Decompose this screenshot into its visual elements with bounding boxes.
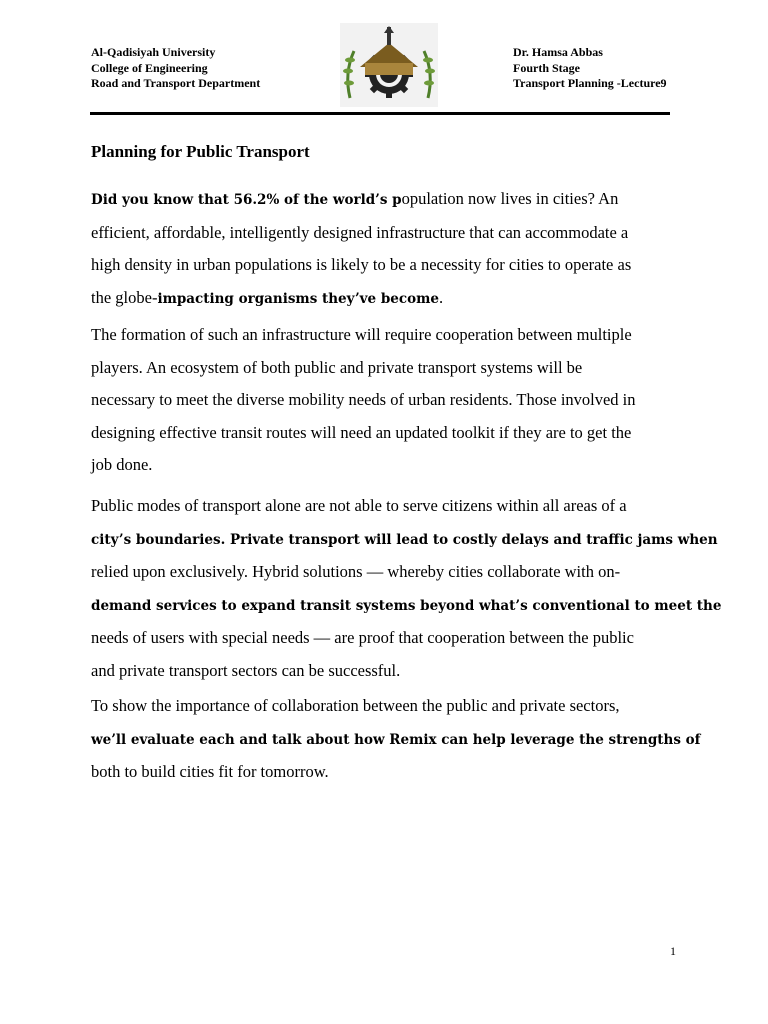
department-name: Road and Transport Department (91, 76, 261, 90)
header-left (91, 45, 260, 92)
text-run: both to build cities fit for tomorrow. (91, 762, 329, 781)
text-run: the globe- (91, 287, 158, 307)
text-run: necessary to meet the diverse mobility needs of urban residents. Those involved in (91, 390, 636, 409)
text-run: job done. (91, 455, 153, 474)
bold-text-run: city’s boundaries. Private transport will lead to costly delays and traffic jams when (91, 531, 718, 548)
text-line (91, 723, 701, 757)
text-run: players. An ecosystem of both public and private transport systems will be (91, 357, 583, 377)
page-title: Planning for Public Transport (91, 142, 310, 161)
text-line (91, 449, 691, 482)
paragraph-2 (91, 319, 691, 482)
text-line (91, 417, 691, 450)
text-run: relied upon exclusively. Hybrid solutions — whereby cities collaborate with on- (91, 562, 621, 581)
college-name: College of Engineering (91, 60, 208, 75)
text-line (91, 319, 691, 352)
paragraph-1 (91, 183, 691, 315)
text-line (91, 756, 691, 789)
course-label: Transport Planning -Lecture9 (513, 76, 667, 90)
bold-text-run: demand services to expand transit systems beyond what’s conventional to meet the (91, 597, 722, 614)
text-run: and private transport sectors can be successful. (91, 660, 401, 680)
stage-label: Fourth Stage (513, 60, 580, 75)
text-run: The formation of such an infrastructure will require cooperation between multiple (91, 325, 632, 344)
text-line (91, 556, 691, 589)
text-run: designing effective transit routes will need an updated toolkit if they are to get the (91, 422, 632, 442)
text-run: . (438, 287, 444, 307)
text-line (91, 384, 691, 417)
text-line (91, 690, 691, 723)
text-line (91, 352, 691, 385)
lecturer-name: Dr. Hamsa Abbas (513, 45, 603, 59)
header-right (513, 45, 667, 92)
bold-text-run: Did you know that 56.2% of the world’s p (91, 192, 402, 208)
text-line (91, 217, 691, 250)
paragraph-3 (91, 490, 722, 687)
bold-text-run: we’ll evaluate each and talk about how Remix can help leverage the strengths of (91, 731, 701, 748)
header-divider (90, 112, 670, 115)
text-run: opulation now lives in cities? An (401, 189, 619, 208)
page-number: 1 (670, 944, 676, 958)
text-run: high density in urban populations is likely to be a necessity for cities to operate as (91, 255, 632, 274)
text-line (91, 490, 691, 523)
text-line (91, 622, 691, 655)
university-logo (340, 23, 438, 107)
text-line (91, 282, 691, 316)
text-run: needs of users with special needs — are proof that cooperation between the public (91, 628, 634, 647)
paragraph-4 (91, 690, 701, 789)
text-run: efficient, affordable, intelligently designed infrastructure that can accommodate a (91, 222, 629, 242)
text-line (91, 589, 722, 623)
text-line (91, 249, 691, 282)
text-line (91, 183, 691, 217)
university-name: Al-Qadisiyah University (91, 45, 216, 59)
text-line (91, 523, 718, 557)
text-run: Public modes of transport alone are not able to serve citizens within all areas of a (91, 496, 627, 515)
bold-text-run: impacting organisms they’ve become (157, 290, 439, 307)
text-run: To show the importance of collaboration between the public and private sectors, (91, 696, 620, 715)
text-line (91, 655, 691, 688)
